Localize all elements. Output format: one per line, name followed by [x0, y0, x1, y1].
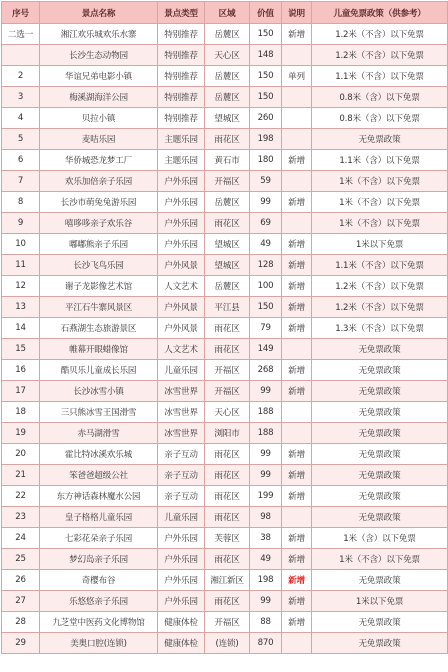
cell-number: 6: [2, 150, 40, 171]
cell-area: 开福区: [205, 612, 250, 633]
cell-note: 新增: [282, 549, 312, 570]
cell-area: 天心区: [205, 402, 250, 423]
cell-type: 亲子互动: [158, 465, 205, 486]
cell-name: 欢乐加倍亲子乐园: [40, 171, 158, 192]
cell-policy: 无免票政策: [312, 444, 448, 465]
cell-name: 嘟嘟熊亲子乐园: [40, 234, 158, 255]
cell-area: 雨花区: [205, 129, 250, 150]
cell-price: 49: [250, 549, 282, 570]
cell-policy: 1米（含）以下免票: [312, 528, 448, 549]
cell-area: 望城区: [205, 234, 250, 255]
table-row: [2, 465, 448, 486]
table-row: [2, 45, 448, 66]
cell-type: 特别推荐: [158, 108, 205, 129]
cell-number: 16: [2, 360, 40, 381]
cell-note: 新增: [282, 612, 312, 633]
cell-name: 美奥口腔(连锁): [40, 633, 158, 654]
cell-policy: 1.1米（不含）以下免票: [312, 255, 448, 276]
cell-number: 2: [2, 66, 40, 87]
cell-price: 260: [250, 108, 282, 129]
table-row: [2, 192, 448, 213]
cell-area: 开福区: [205, 360, 250, 381]
cell-type: 健康体检: [158, 633, 205, 654]
cell-area: 望城区: [205, 255, 250, 276]
cell-type: 主题乐园: [158, 150, 205, 171]
header-area: 区域: [205, 2, 250, 24]
cell-area: 黄石市: [205, 150, 250, 171]
header-policy: 儿童免票政策（供参考）: [312, 2, 448, 24]
cell-number: 29: [2, 633, 40, 654]
table-row: [2, 591, 448, 612]
cell-price: 59: [250, 171, 282, 192]
cell-name: 霍比特冰溪欢乐城: [40, 444, 158, 465]
table-row: [2, 612, 448, 633]
cell-price: 188: [250, 423, 282, 444]
cell-name: 赤马湖滑雪: [40, 423, 158, 444]
cell-area: 雨花区: [205, 549, 250, 570]
table-row: [2, 570, 448, 591]
table-row: [2, 297, 448, 318]
cell-name: 奇樱布谷: [40, 570, 158, 591]
cell-note: 新增: [282, 24, 312, 45]
cell-area: 岳麓区: [205, 66, 250, 87]
cell-type: 冰雪世界: [158, 402, 205, 423]
cell-note: [282, 213, 312, 234]
cell-policy: 1.2米（不含）以下免票: [312, 297, 448, 318]
cell-number: 8: [2, 192, 40, 213]
cell-name: 乐悠悠亲子乐园: [40, 591, 158, 612]
cell-area: 芙蓉区: [205, 528, 250, 549]
cell-number: 23: [2, 507, 40, 528]
cell-name: 皇子格格儿童乐园: [40, 507, 158, 528]
cell-area: 雨花区: [205, 591, 250, 612]
cell-name: 石燕湖生态旅游景区: [40, 318, 158, 339]
cell-number: 15: [2, 339, 40, 360]
cell-note: 新增: [282, 234, 312, 255]
cell-name: 笨爸爸超级公社: [40, 465, 158, 486]
table-row: [2, 528, 448, 549]
cell-price: 198: [250, 129, 282, 150]
table-row: [2, 318, 448, 339]
cell-type: 特别推荐: [158, 24, 205, 45]
cell-policy: 1.1米（含）以下免票: [312, 150, 448, 171]
cell-name: 帷幕开眼蜡像馆: [40, 339, 158, 360]
cell-note: 新增: [282, 444, 312, 465]
cell-type: 主题乐园: [158, 129, 205, 150]
cell-number: 9: [2, 213, 40, 234]
cell-name: 酷贝乐儿童成长乐园: [40, 360, 158, 381]
cell-policy: 无免票政策: [312, 402, 448, 423]
cell-policy: 1.1米（不含）以下免票: [312, 66, 448, 87]
cell-name: 长沙市萌兔兔游乐园: [40, 192, 158, 213]
cell-policy: 无免票政策: [312, 360, 448, 381]
cell-note: [282, 423, 312, 444]
cell-type: 户外风景: [158, 318, 205, 339]
cell-area: 雨花区: [205, 486, 250, 507]
cell-type: 健康体检: [158, 612, 205, 633]
cell-note: [282, 633, 312, 654]
table-row: [2, 234, 448, 255]
cell-type: 户外乐园: [158, 234, 205, 255]
cell-price: 99: [250, 192, 282, 213]
cell-policy: 1.2米（不含）以下免票: [312, 24, 448, 45]
cell-number: 18: [2, 402, 40, 423]
cell-name: 麦咭乐园: [40, 129, 158, 150]
header-name: 景点名称: [40, 2, 158, 24]
cell-note: [282, 129, 312, 150]
cell-type: 户外乐园: [158, 192, 205, 213]
cell-type: 冰雪世界: [158, 381, 205, 402]
table-row: [2, 423, 448, 444]
cell-area: 湘江新区: [205, 570, 250, 591]
cell-area: 雨花区: [205, 507, 250, 528]
cell-policy: 无免票政策: [312, 612, 448, 633]
cell-price: 79: [250, 318, 282, 339]
cell-name: 长沙飞鸟乐园: [40, 255, 158, 276]
cell-note: 新增: [282, 465, 312, 486]
table-row: [2, 444, 448, 465]
cell-name: 贝拉小镇: [40, 108, 158, 129]
cell-type: 户外乐园: [158, 528, 205, 549]
cell-area: 岳麓区: [205, 192, 250, 213]
cell-note: 新增: [282, 570, 312, 591]
cell-name: 谢子龙影像艺术馆: [40, 276, 158, 297]
cell-price: 99: [250, 591, 282, 612]
cell-note: [282, 108, 312, 129]
cell-note: [282, 402, 312, 423]
cell-name: 湘江欢乐城欢乐水寨: [40, 24, 158, 45]
cell-name: 长沙生态动物园: [40, 45, 158, 66]
cell-name: 七彩花朵亲子乐园: [40, 528, 158, 549]
cell-policy: 1米以下免票: [312, 234, 448, 255]
cell-area: 岳麓区: [205, 276, 250, 297]
cell-name: 华侨城恐龙梦工厂: [40, 150, 158, 171]
cell-type: 户外乐园: [158, 591, 205, 612]
table-row: [2, 129, 448, 150]
cell-policy: 无免票政策: [312, 339, 448, 360]
cell-name: 华谊兄弟电影小镇: [40, 66, 158, 87]
header-note: 说明: [282, 2, 312, 24]
table-row: [2, 171, 448, 192]
cell-note: 新增: [282, 591, 312, 612]
cell-note: [282, 339, 312, 360]
cell-price: 188: [250, 402, 282, 423]
cell-area: 浏阳市: [205, 423, 250, 444]
cell-number: 26: [2, 570, 40, 591]
cell-policy: 1.3米（不含）以下免票: [312, 318, 448, 339]
cell-price: 99: [250, 465, 282, 486]
cell-number: 20: [2, 444, 40, 465]
cell-number: 21: [2, 465, 40, 486]
attraction-table: [1, 1, 448, 654]
table-row: [2, 549, 448, 570]
cell-number: [2, 45, 40, 66]
cell-number: 22: [2, 486, 40, 507]
cell-area: 开福区: [205, 381, 250, 402]
table-row: [2, 339, 448, 360]
cell-note: 新增: [282, 297, 312, 318]
cell-price: 150: [250, 66, 282, 87]
cell-policy: 1米（不含）以下免票: [312, 549, 448, 570]
cell-note: 新增: [282, 486, 312, 507]
cell-policy: 无免票政策: [312, 633, 448, 654]
table-body: [2, 24, 448, 654]
cell-policy: 0.8米（含）以下免票: [312, 108, 448, 129]
cell-type: 户外风景: [158, 255, 205, 276]
header-price: 价值: [250, 2, 282, 24]
cell-type: 特别推荐: [158, 87, 205, 108]
cell-note: 新增: [282, 318, 312, 339]
cell-type: 亲子互动: [158, 486, 205, 507]
cell-policy: 无免票政策: [312, 129, 448, 150]
cell-area: (连锁): [205, 633, 250, 654]
table-row: [2, 633, 448, 654]
cell-note: [282, 87, 312, 108]
cell-area: 雨花区: [205, 444, 250, 465]
cell-type: 户外乐园: [158, 171, 205, 192]
header-number: 序号: [2, 2, 40, 24]
cell-type: 亲子互动: [158, 444, 205, 465]
table-row: [2, 381, 448, 402]
cell-number: 19: [2, 423, 40, 444]
cell-number: 11: [2, 255, 40, 276]
cell-area: 雨花区: [205, 339, 250, 360]
cell-policy: 无免票政策: [312, 465, 448, 486]
header-type: 景点类型: [158, 2, 205, 24]
cell-type: 特别推荐: [158, 66, 205, 87]
cell-number: 28: [2, 612, 40, 633]
cell-name: 平江石牛寨风景区: [40, 297, 158, 318]
cell-type: 特别推荐: [158, 45, 205, 66]
cell-policy: 1米以下免票: [312, 591, 448, 612]
cell-policy: 1.2米（不含）以下免票: [312, 276, 448, 297]
cell-number: 12: [2, 276, 40, 297]
cell-type: 户外乐园: [158, 213, 205, 234]
cell-type: 儿童乐园: [158, 360, 205, 381]
cell-price: 180: [250, 150, 282, 171]
cell-price: 99: [250, 444, 282, 465]
cell-note: 新增: [282, 150, 312, 171]
cell-name: 九芝堂中医药文化博物馆: [40, 612, 158, 633]
cell-price: 150: [250, 87, 282, 108]
cell-price: 49: [250, 234, 282, 255]
cell-price: 150: [250, 24, 282, 45]
cell-policy: 1米（不含）以下免票: [312, 192, 448, 213]
cell-note: 新增: [282, 255, 312, 276]
cell-note: 新增: [282, 360, 312, 381]
cell-price: 69: [250, 213, 282, 234]
cell-policy: 1米（不含）以下免票: [312, 171, 448, 192]
cell-note: [282, 507, 312, 528]
cell-price: 128: [250, 255, 282, 276]
table-row: [2, 66, 448, 87]
cell-name: 梅溪湖海洋公园: [40, 87, 158, 108]
cell-note: [282, 171, 312, 192]
cell-number: 二选一: [2, 24, 40, 45]
cell-number: 7: [2, 171, 40, 192]
cell-policy: 无免票政策: [312, 423, 448, 444]
cell-type: 人文艺术: [158, 339, 205, 360]
cell-price: 199: [250, 486, 282, 507]
cell-price: 198: [250, 570, 282, 591]
cell-policy: 无免票政策: [312, 507, 448, 528]
cell-type: 户外乐园: [158, 549, 205, 570]
cell-price: 99: [250, 381, 282, 402]
cell-name: 长沙冰雪小镇: [40, 381, 158, 402]
table-row: [2, 276, 448, 297]
cell-price: 268: [250, 360, 282, 381]
cell-name: 嘻哆哆亲子欢乐谷: [40, 213, 158, 234]
cell-policy: 无免票政策: [312, 570, 448, 591]
cell-number: 14: [2, 318, 40, 339]
cell-policy: 无免票政策: [312, 486, 448, 507]
table-row: [2, 213, 448, 234]
table-row: [2, 24, 448, 45]
table-row: [2, 255, 448, 276]
table-row: [2, 486, 448, 507]
cell-area: 平江县: [205, 297, 250, 318]
cell-note: 新增: [282, 528, 312, 549]
cell-type: 冰雪世界: [158, 423, 205, 444]
cell-number: 27: [2, 591, 40, 612]
table-row: [2, 402, 448, 423]
cell-number: 25: [2, 549, 40, 570]
cell-area: 岳麓区: [205, 87, 250, 108]
cell-type: 户外乐园: [158, 570, 205, 591]
cell-note: 新增: [282, 276, 312, 297]
cell-number: 3: [2, 87, 40, 108]
cell-number: 5: [2, 129, 40, 150]
cell-area: 雨花区: [205, 465, 250, 486]
cell-note: 新增: [282, 192, 312, 213]
cell-number: 10: [2, 234, 40, 255]
cell-price: 98: [250, 507, 282, 528]
table-row: [2, 108, 448, 129]
cell-price: 38: [250, 528, 282, 549]
cell-type: 户外风景: [158, 297, 205, 318]
cell-area: 天心区: [205, 45, 250, 66]
cell-price: 148: [250, 45, 282, 66]
cell-price: 149: [250, 339, 282, 360]
cell-number: 4: [2, 108, 40, 129]
cell-type: 儿童乐园: [158, 507, 205, 528]
cell-name: 梦幻岛亲子乐园: [40, 549, 158, 570]
table-row: [2, 87, 448, 108]
cell-policy: 无免票政策: [312, 381, 448, 402]
cell-area: 雨花区: [205, 318, 250, 339]
cell-price: 150: [250, 297, 282, 318]
cell-name: 三只熊冰雪王国滑雪: [40, 402, 158, 423]
cell-policy: 0.8米（含）以下免票: [312, 87, 448, 108]
cell-policy: 1米（不含）以下免票: [312, 213, 448, 234]
cell-price: 100: [250, 276, 282, 297]
cell-note: 新增: [282, 381, 312, 402]
cell-note: [282, 45, 312, 66]
cell-policy: 1.2米（不含）以下免票: [312, 45, 448, 66]
cell-price: 870: [250, 633, 282, 654]
cell-area: 望城区: [205, 108, 250, 129]
cell-number: 13: [2, 297, 40, 318]
table-header-row: [2, 2, 448, 24]
cell-price: 88: [250, 612, 282, 633]
table-row: [2, 360, 448, 381]
cell-type: 人文艺术: [158, 276, 205, 297]
cell-number: 17: [2, 381, 40, 402]
cell-number: 24: [2, 528, 40, 549]
table-row: [2, 507, 448, 528]
table-row: [2, 150, 448, 171]
cell-note: 单列: [282, 66, 312, 87]
cell-area: 岳麓区: [205, 24, 250, 45]
cell-area: 开福区: [205, 171, 250, 192]
cell-area: 雨花区: [205, 213, 250, 234]
cell-name: 东方神话森林魔水公园: [40, 486, 158, 507]
